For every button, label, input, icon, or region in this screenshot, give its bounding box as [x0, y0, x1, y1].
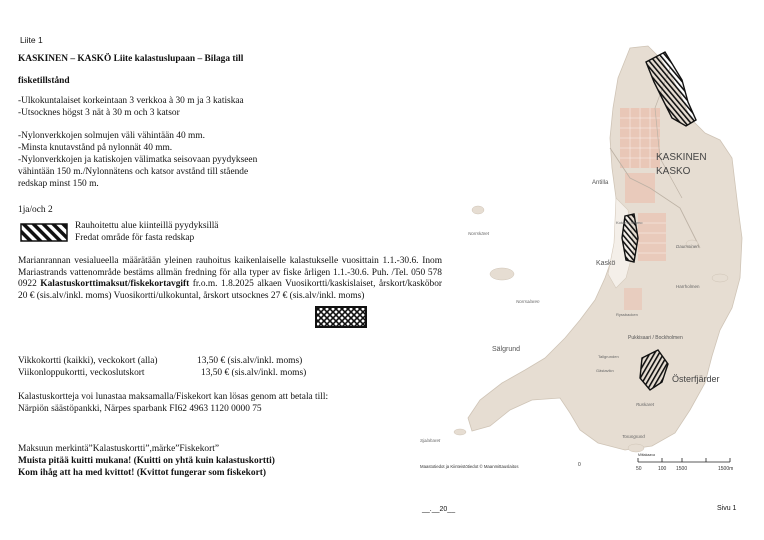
map-label-ruskaret: Ruskaret — [636, 402, 655, 407]
map-label-daumsinen: Daumsinen — [676, 244, 699, 249]
payment-info: Kalastuskortteja voi lunastaa maksamalla/Fiskekort kan lösas genom att betala till: — [18, 392, 329, 402]
appendix-label: Liite 1 — [20, 35, 43, 45]
map-credits: Maastotiedot ja Kiinteistötiedot © Maanmittauslaitos — [420, 464, 519, 469]
map-label-sjalaharet: Sjalaharet — [420, 438, 441, 443]
receipt-reminder-fi: Muista pitää kuitti mukana! (Kuitti on yhtä kuin kalastuskortti) — [18, 456, 275, 466]
mesh-rule: -Minsta knutavstånd på nylonnät 40 mm. — [18, 143, 173, 153]
price-weekend-value: 13,50 € (sis.alv/inkl. moms) — [201, 368, 307, 378]
map-label-torungrund: Torungrund — [622, 434, 645, 439]
legend-hatch-swatch — [20, 223, 68, 242]
price-week-label: Vikkokortti (kaikki), veckokort (alla) — [18, 356, 158, 366]
payment-reference: Maksuun merkintä”Kalastuskortti”,märke”Fiskekort” — [18, 444, 219, 454]
map-label-pukkisaari: Pukkisaari / Bockholmen — [628, 335, 683, 341]
mesh-rule: -Nylonverkkojen ja katiskojen välimatka seisovaan pyydykseen — [18, 155, 258, 165]
map-scale-zero: 0 — [578, 462, 581, 468]
legend-text-sv: Fredat område för fasta redskap — [75, 233, 195, 243]
date-blank: __.__20__ — [422, 506, 456, 513]
legend-text-fi: Rauhoitettu alue kiinteillä pyydyksillä — [75, 221, 219, 231]
mesh-rule: vähintään 150 m./Nylonnätens och katsor avstånd till stående — [18, 167, 249, 177]
document-title: KASKINEN – KASKÖ Liite kalastuslupaan – Bilaga till — [18, 54, 244, 64]
map-scale-title: Mittakaava — [638, 453, 655, 457]
receipt-reminder-sv: Kom ihåg att ha med kvittot! (Kvittot fungerar som fiskekort) — [18, 468, 266, 478]
map-label-antilla: Antilla — [592, 180, 609, 186]
mariaranta-notice: Marianrannan vesialueella määrätään yleinen rauhoitus kaikenlaiselle kalastukselle vuosittain 1.1.-30.6. Inom Mariastrands vattenområde bestäms allmän fredning för alla typer av fiske årligen 1.1.-30.6. Puh. /Tel. 050 578 0922 Kalastuskorttimaksut/fiskekortavgift fr.o.m. 1.8.2025 alkaen Vuosikortti/kaskislaiset, årskort/kasköbor 20 € (sis.alv/inkl. moms) Vuosikortti/ulkokuntal, årskort utsocknes 27 € (sis.alv/inkl. moms) — [18, 256, 443, 301]
map-town-name-fi: KASKINEN — [656, 152, 707, 163]
price-week-value: 13,50 € (sis.alv/inkl. moms) — [197, 356, 303, 366]
fishing-area-map — [420, 38, 750, 478]
map-scale-label: 50 — [636, 466, 642, 472]
document-title-line2: fisketillstånd — [18, 76, 70, 86]
map-label-norrsalaren: Norrsalaren — [516, 299, 540, 304]
map-label-tallholmen: Tallgrunden — [598, 354, 619, 359]
map-label-gastaviken: Gästavikn — [596, 368, 614, 373]
mesh-rule: redskap minst 150 m. — [18, 179, 99, 189]
gear-limit-sv: -Utsocknes högst 3 nät à 30 m och 3 katsor — [18, 108, 180, 118]
legend-heading: 1ja/och 2 — [18, 205, 53, 215]
mariaranta-crosshatch-swatch — [315, 306, 367, 328]
map-scale-label: 100 — [658, 466, 667, 472]
map-label-saigrund: Sälgrund — [492, 346, 521, 353]
gear-limit-fi: -Ulkokuntalaiset korkeintaan 3 verkkoa à 30 m ja 3 katiskaa — [18, 96, 244, 106]
map-label-norrskaret: Norrskäret — [468, 231, 490, 236]
payment-account: Närpiön säästöpankki, Närpes sparbank FI62 4963 1120 0000 75 — [18, 404, 262, 414]
map-town-name-sv: KASKO — [656, 166, 691, 177]
mesh-rule: -Nylonverkkojen solmujen väli vähintään 40 mm. — [18, 131, 205, 141]
price-weekend-label: Viikonloppukortti, veckoslutskort — [18, 368, 145, 378]
map-scale-label: 1500 — [676, 466, 688, 472]
map-label-osterfjarder: Österfjärder — [672, 374, 720, 384]
map-label-kaskoe: Kaskö — [596, 260, 616, 267]
map-scale-label: 1500m — [718, 466, 734, 472]
map-label-ryssbacken: Ryssbacken — [616, 312, 638, 317]
page-number: Sivu 1 — [717, 505, 737, 512]
map-label-kotamo: Kotamo Vramo — [616, 220, 643, 225]
map-label-harrholmen: Harrholmen — [676, 284, 700, 289]
